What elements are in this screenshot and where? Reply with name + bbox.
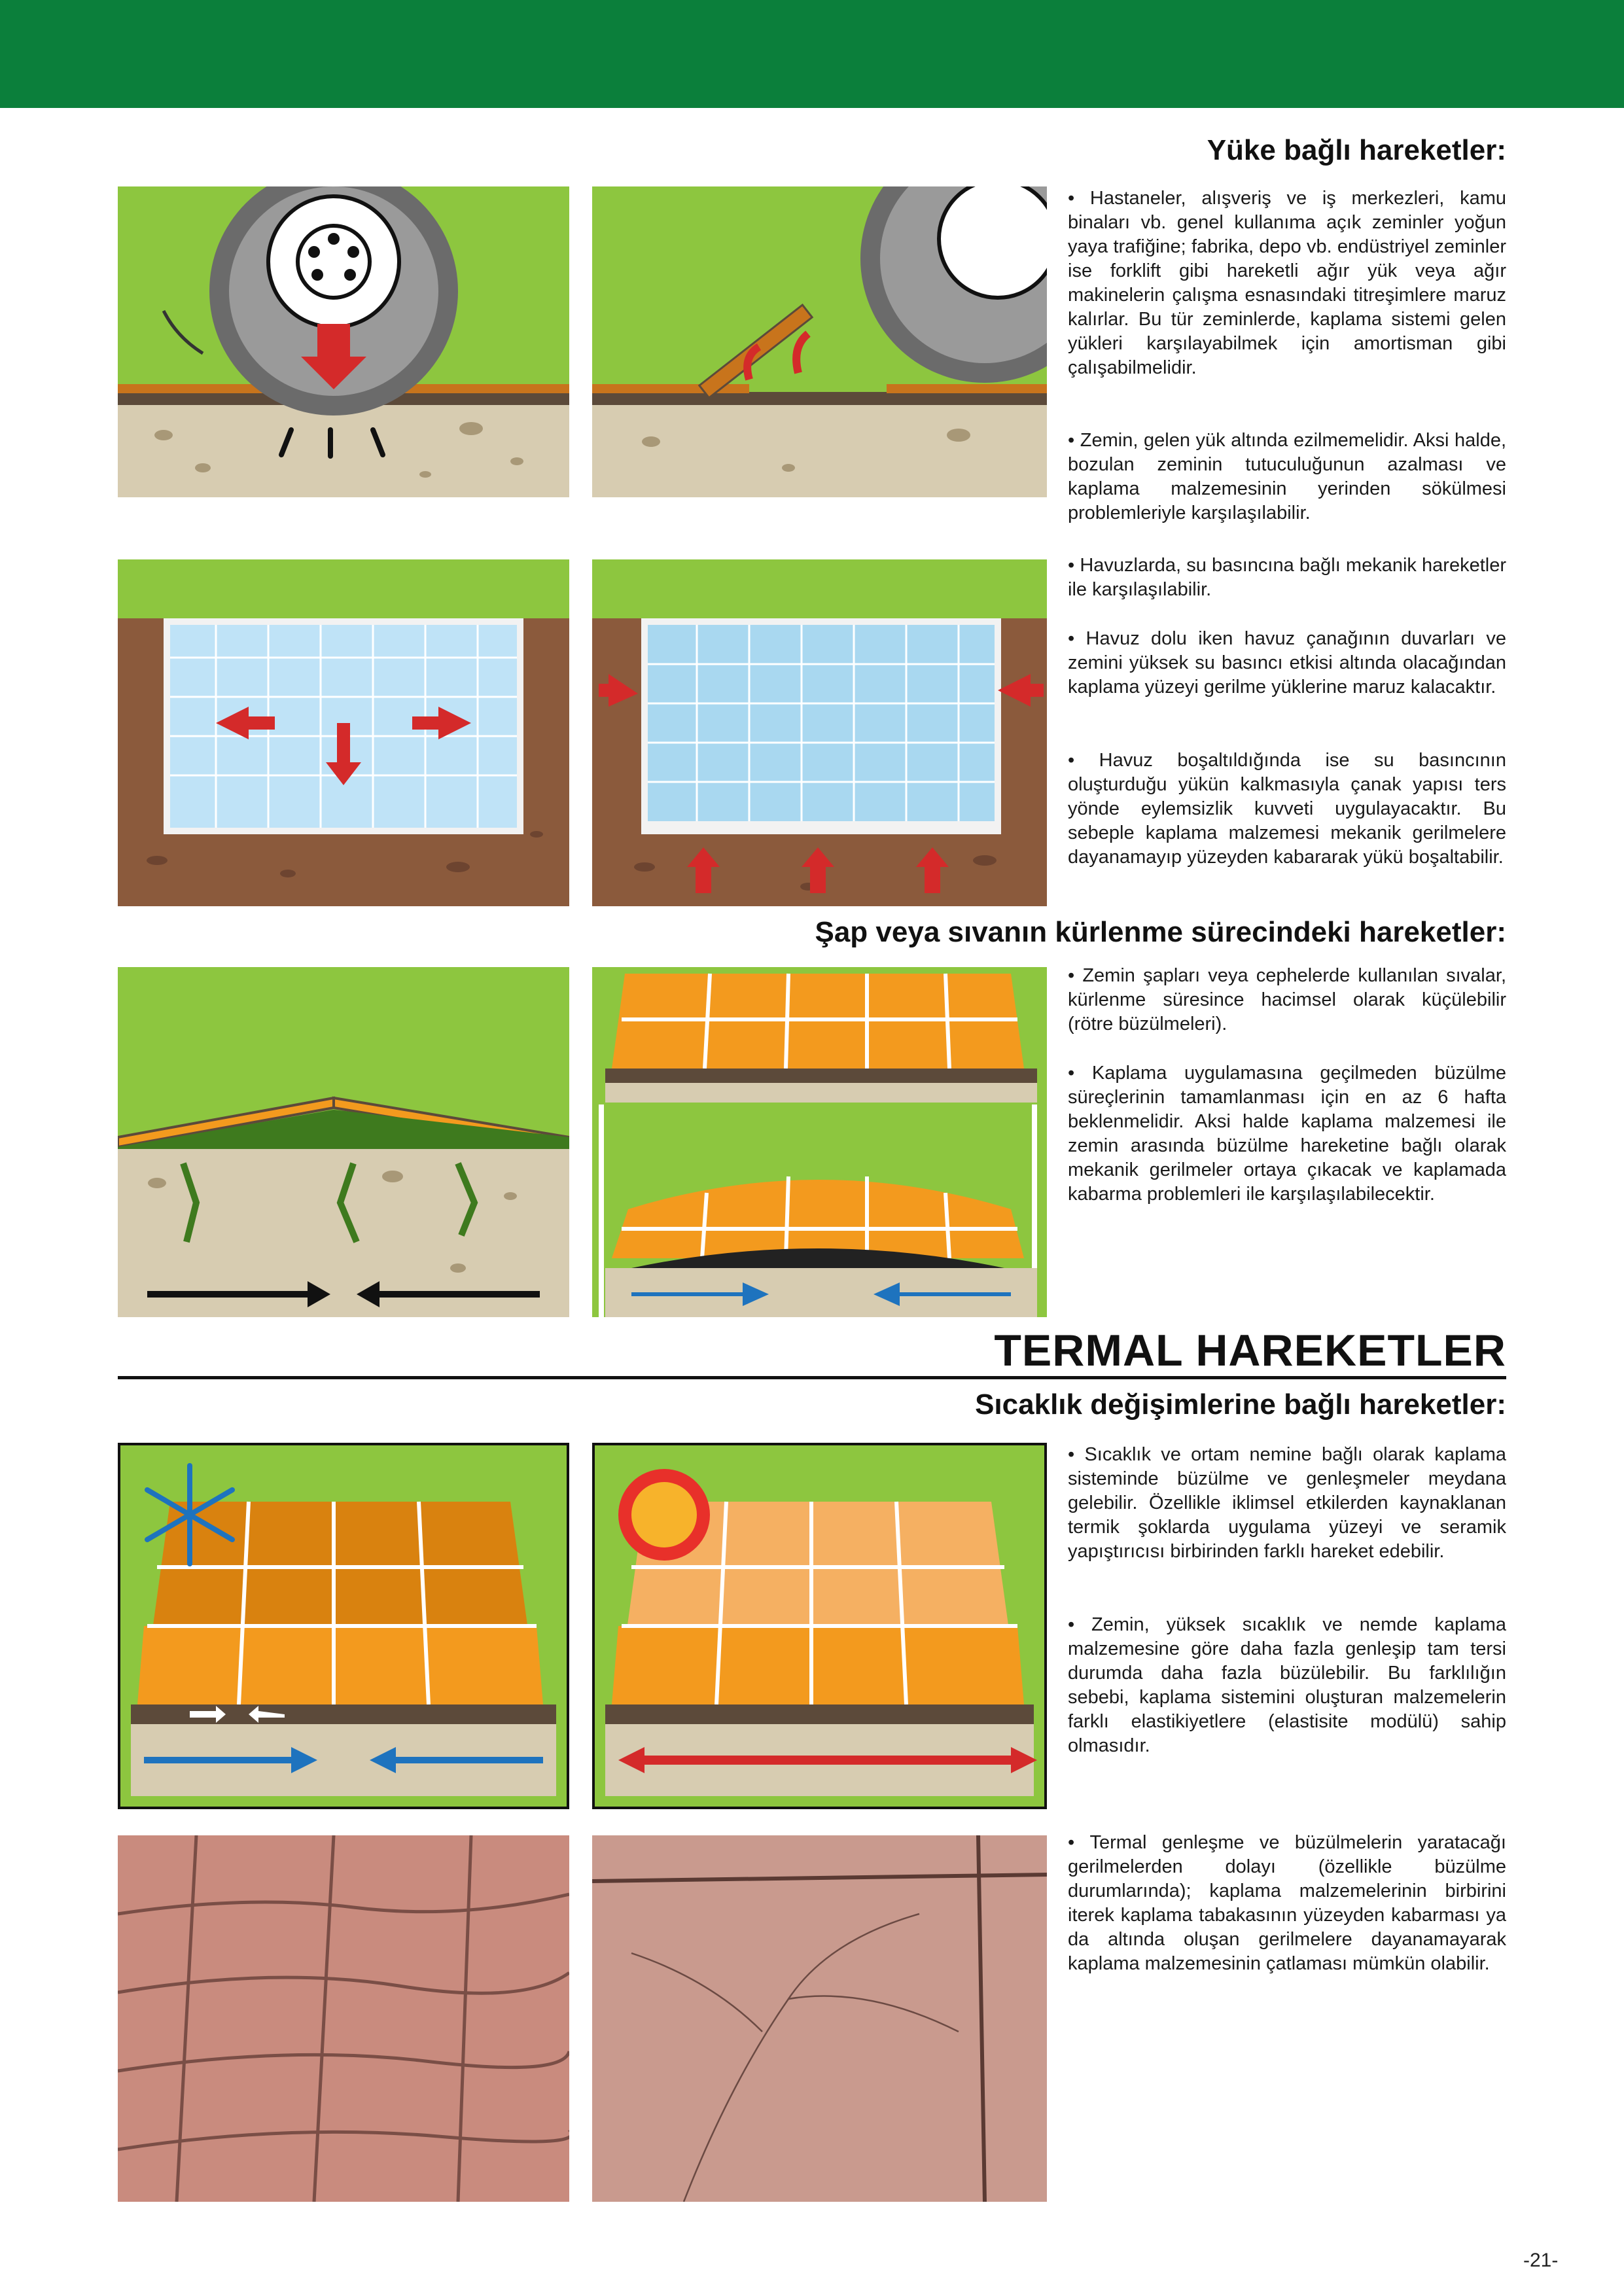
paragraph-pool-3: • Havuz boşaltıldığında ise su basıncının oluşturduğu yükün kalkmasıyla çanak yapısı ters yönde eylemsizlik kuvveti uygulayacaktır. Bu sebeple kaplama malzemesi mekanik gerilmelere dayanamayıp yüzeyden kabararak yükü boşaltabilir. [1068,749,1506,870]
illustration-tire-load [118,186,569,497]
paragraph-load-1: • Hastaneler, alışveriş ve iş merkezleri, kamu binaları vb. genel kullanıma açık zeminler yoğun yaya trafiğine; fabrika, depo vb. endüstriyel zeminler ise forklift gibi hareketli ağır yük veya ağır makinelerin çalışma esnasındaki titreşimlere maruz kalırlar. Bu tür zeminlerde, kaplama sistemi gelen yükleri karşılayabilmek için amortisman gibi çalışabilmelidir. [1068,186,1506,380]
paragraph-load-2: • Zemin, gelen yük altında ezilmemelidir. Aksi halde, bozulan zeminin tutuculuğunun azalması ve kaplama malzemesinin yerinden sökülmesi problemleriyle karşılaşılabilir. [1068,429,1506,525]
illustration-heat-expansion [592,1443,1047,1809]
paragraph-curing-1: • Zemin şapları veya cephelerde kullanılan sıvalar, kürlenme süresince hacimsel olarak küçülebilir (rötre büzülmeleri). [1068,964,1506,1036]
paragraph-curing-2: • Kaplama uygulamasına geçilmeden büzülme süreçlerinin tamamlanması için en az 6 hafta beklenmelidir. Aksi halde kaplama malzemesi ile zemin arasında büzülme hareketine bağlı olarak mekanik gerilmeler ortaya çıkacak ve kaplamada kabarma problemleri ile karşılaşılabilecektir. [1068,1061,1506,1207]
heading-load: Yüke bağlı hareketler: [1207,134,1506,166]
paragraph-thermal-3: • Termal genleşme ve büzülmelerin yaratacağı gerilmelerden dolayı (özellikle büzülme durumlarında); kaplama malzemelerinin birbirini iterek kaplama tabakasının yüzeyden kabarması ya da altında oluşan gerilmelere dayanamayarak kaplama malzemesinin çatlaması mümkün olabilir. [1068,1831,1506,1976]
top-green-bar [0,0,1624,108]
page-number: -21- [1523,2250,1559,2271]
paragraph-thermal-1: • Sıcaklık ve ortam nemine bağlı olarak kaplama sisteminde büzülme ve genleşmeler meydana gelebilir. Özellikle iklimsel etkilerden kaynaklanan termik şoklarda uygulama yüzeyi ve seramik yapıştırıcısı birbirinden farklı hareket edebilir. [1068,1443,1506,1564]
paragraph-thermal-2: • Zemin, yüksek sıcaklık ve nemde kaplama malzemesine göre daha fazla genleşip tam tersi durumda daha fazla büzülebilir. Bu farklılığın sebebi, kaplama sistemini oluşturan malzemelerin farklı elastikiyetlere (elastisite modülü) sahip olmasıdır. [1068,1613,1506,1758]
illustration-cold-contraction [118,1443,569,1809]
heading-curing: Şap veya sıvanın kürlenme sürecindeki hareketler: [815,916,1506,948]
paragraph-pool-1: • Havuzlarda, su basıncına bağlı mekanik hareketler ile karşılaşılabilir. [1068,554,1506,602]
heading-thermal: TERMAL HAREKETLER [994,1326,1506,1375]
thermal-divider [118,1376,1506,1379]
heading-temperature: Sıcaklık değişimlerine bağlı hareketler: [975,1388,1506,1421]
illustration-pool-empty [592,559,1047,906]
photo-cracked-tile [592,1835,1047,2202]
illustration-tile-buckling [592,967,1047,1317]
photo-buckled-tiles [118,1835,569,2202]
paragraph-pool-2: • Havuz dolu iken havuz çanağının duvarları ve zemini yüksek su basıncı etkisi altında olacağından kaplama yüzeyi gerilme yüklerine maruz kalacaktır. [1068,627,1506,699]
illustration-screed-crack [118,967,569,1317]
illustration-pool-full [118,559,569,906]
illustration-tile-lifted [592,186,1047,497]
